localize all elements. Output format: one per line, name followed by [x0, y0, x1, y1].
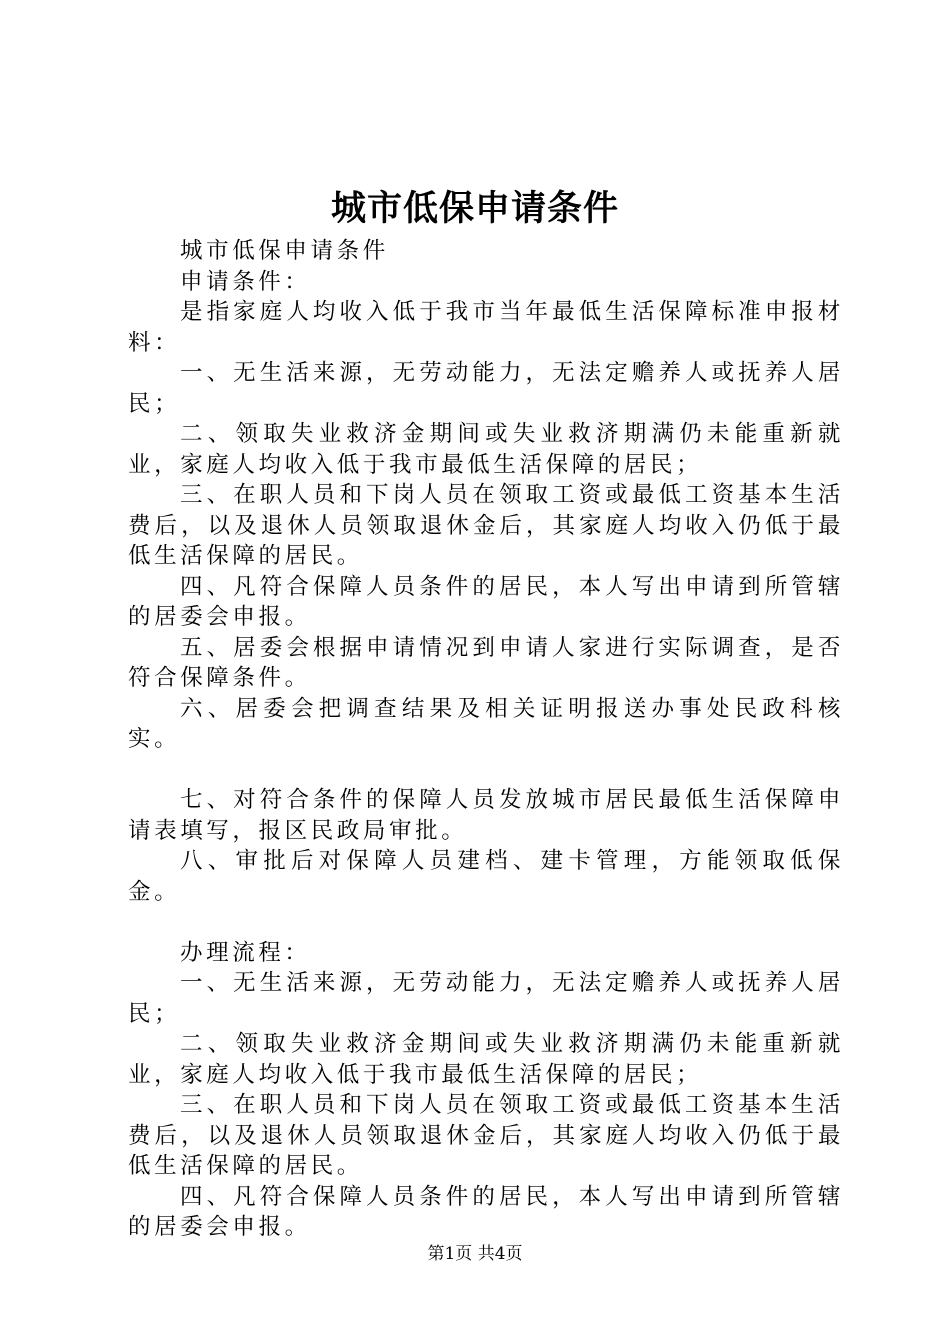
paragraph-process-item-4: 四、凡符合保障人员条件的居民，本人写出申请到所管辖的居委会申报。 — [128, 1183, 844, 1240]
paragraph-process-item-3: 三、在职人员和下岗人员在领取工资或最低工资基本生活费后，以及退休人员领取退休金后，其家庭人均收入仍低于最低生活保障的居民。 — [128, 1092, 844, 1179]
blank-line — [128, 907, 844, 938]
paragraph-item-6: 六、居委会把调查结果及相关证明报送办事处民政科核实。 — [128, 695, 844, 752]
paragraph-process-item-2: 二、领取失业救济金期间或失业救济期满仍未能重新就业，家庭人均收入低于我市最低生活保障的居民； — [128, 1031, 844, 1088]
document-body — [128, 236, 844, 1243]
page-footer: 第1页 共4页 — [427, 1244, 523, 1264]
paragraph-item-8: 八、审批后对保障人员建档、建卡管理，方能领取低保金。 — [128, 848, 844, 905]
paragraph-item-7: 七、对符合条件的保障人员发放城市居民最低生活保障申请表填写，报区民政局审批。 — [128, 787, 844, 844]
paragraph-item-5: 五、居委会根据申请情况到申请人家进行实际调查，是否符合保障条件。 — [128, 634, 844, 691]
paragraph-item-4: 四、凡符合保障人员条件的居民，本人写出申请到所管辖的居委会申报。 — [128, 573, 844, 630]
paragraph-process-heading: 办理流程： — [180, 939, 311, 966]
blank-line — [128, 755, 844, 786]
paragraph-item-3: 三、在职人员和下岗人员在领取工资或最低工资基本生活费后，以及退休人员领取退休金后，其家庭人均收入仍低于最低生活保障的居民。 — [128, 482, 844, 569]
paragraph-item-2: 二、领取失业救济金期间或失业救济期满仍未能重新就业，家庭人均收入低于我市最低生活保障的居民； — [128, 421, 844, 478]
paragraph-subtitle: 城市低保申请条件 — [180, 238, 389, 264]
paragraph-conditions-heading: 申请条件： — [180, 268, 311, 295]
paragraph-item-1: 一、无生活来源，无劳动能力，无法定赡养人或抚养人居民； — [128, 360, 844, 417]
document-title: 城市低保申请条件 — [330, 188, 619, 229]
paragraph-process-item-1: 一、无生活来源，无劳动能力，无法定赡养人或抚养人居民； — [128, 970, 844, 1027]
paragraph-conditions-intro: 是指家庭人均收入低于我市当年最低生活保障标准申报材料： — [128, 299, 844, 356]
